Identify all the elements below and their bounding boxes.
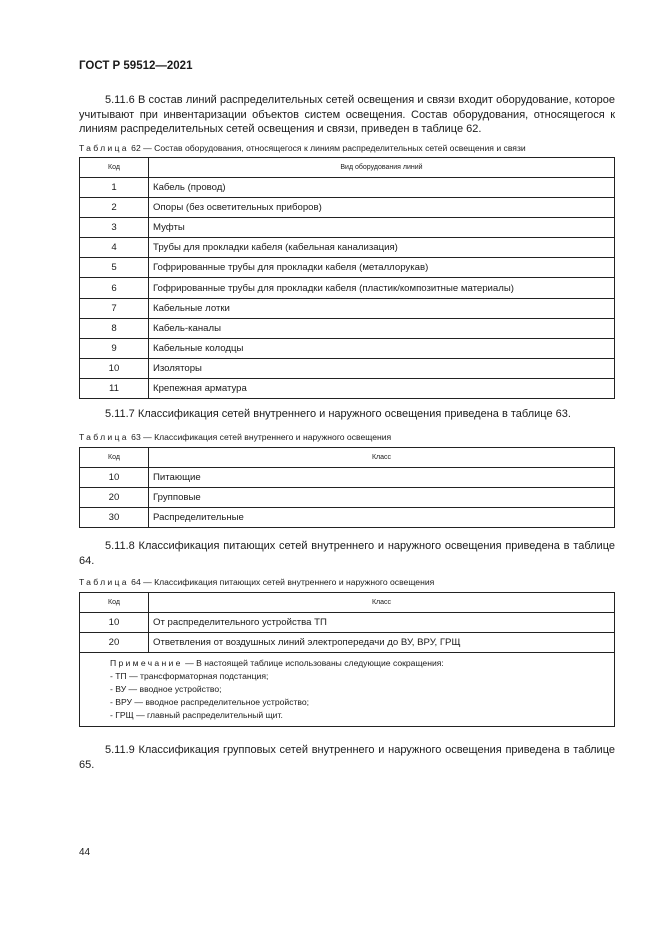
note-heading (110, 657, 604, 670)
row-code-cell: 10 (80, 358, 149, 378)
column-header-name: Вид оборудования линий (149, 158, 615, 178)
table-note-row (80, 653, 615, 727)
row-code-cell: 2 (80, 198, 149, 218)
table-64-caption (79, 577, 619, 588)
row-code-cell: 7 (80, 298, 149, 318)
table-64-caption-label: Таблица (79, 577, 129, 587)
row-code-cell: 5 (80, 258, 149, 278)
table-row (80, 338, 615, 358)
table-row (80, 298, 615, 318)
note-item: - ВУ — вводное устройство; (110, 684, 222, 695)
table-64-caption-text: 64 — Классификация питающих сетей внутреннего и наружного освещения (128, 577, 435, 587)
row-name-cell: Питающие (149, 468, 615, 488)
table-row (80, 488, 615, 508)
row-name-cell: Крепежная арматура (149, 378, 615, 398)
page-number: 44 (79, 847, 91, 858)
table-row (80, 318, 615, 338)
note-item: - ВРУ — вводное распределительное устройство; (110, 697, 310, 708)
table-row (80, 198, 615, 218)
row-code-cell: 11 (80, 378, 149, 398)
row-code-cell: 8 (80, 318, 149, 338)
paragraph-5-11-7: 5.11.7 Классификация сетей внутреннего и наружного освещения приведена в таблице 63. (105, 408, 571, 420)
table-63-caption-label: Таблица (79, 432, 129, 442)
table-row (80, 358, 615, 378)
note-item: - ГРЩ — главный распределительный щит. (110, 710, 283, 721)
table-header-row (80, 158, 615, 178)
table-64 (79, 592, 615, 727)
table-row (80, 218, 615, 238)
row-code-cell: 20 (80, 488, 149, 508)
document-header: ГОСТ Р 59512—2021 (79, 60, 193, 72)
row-name-cell: Кабель (провод) (149, 178, 615, 198)
table-64-note (80, 653, 615, 727)
table-63 (79, 447, 615, 528)
row-name-cell: Распределительные (149, 508, 615, 528)
table-62-caption-text: 62 — Состав оборудования, относящегося к линиям распределительных сетей освещения и связи (128, 143, 526, 153)
column-header-name: Класс (149, 593, 615, 613)
row-code-cell: 3 (80, 218, 149, 238)
row-code-cell: 1 (80, 178, 149, 198)
row-name-cell: Кабель-каналы (149, 318, 615, 338)
table-row (80, 278, 615, 298)
table-row (80, 238, 615, 258)
row-name-cell: Гофрированные трубы для прокладки кабеля (металлорукав) (149, 258, 615, 278)
row-name-cell: От распределительного устройства ТП (149, 613, 615, 633)
paragraph-5-11-8: 5.11.8 Классификация питающих сетей внутреннего и наружного освещения приведена в таблице 64. (79, 540, 615, 567)
table-row (80, 613, 615, 633)
row-name-cell: Кабельные лотки (149, 298, 615, 318)
paragraph-5-11-6: 5.11.6 В состав линий распределительных сетей освещения и связи входит оборудование, которое учитывают при инвентаризации объектов систем освещения. Состав оборудования, относящегося к линиям распределительных сетей освещения и связи, приведен в таблице 62. (79, 94, 615, 135)
note-label: Примечание (110, 658, 183, 669)
row-name-cell: Муфты (149, 218, 615, 238)
column-header-code: Код (80, 158, 149, 178)
column-header-name: Класс (149, 448, 615, 468)
row-name-cell: Кабельные колодцы (149, 338, 615, 358)
row-code-cell: 10 (80, 613, 149, 633)
row-code-cell: 10 (80, 468, 149, 488)
row-name-cell: Гофрированные трубы для прокладки кабеля (пластик/композитные материалы) (149, 278, 615, 298)
table-header-row (80, 593, 615, 613)
row-name-cell: Трубы для прокладки кабеля (кабельная канализация) (149, 238, 615, 258)
table-header-row (80, 448, 615, 468)
table-row (80, 178, 615, 198)
table-row (80, 258, 615, 278)
note-item: - ТП — трансформаторная подстанция; (110, 671, 269, 682)
row-code-cell: 6 (80, 278, 149, 298)
row-name-cell: Изоляторы (149, 358, 615, 378)
note-intro: — В настоящей таблице использованы следующие сокращения: (182, 658, 444, 669)
row-code-cell: 9 (80, 338, 149, 358)
row-code-cell: 4 (80, 238, 149, 258)
column-header-code: Код (80, 448, 149, 468)
table-row (80, 633, 615, 653)
row-name-cell: Опоры (без осветительных приборов) (149, 198, 615, 218)
table-62-caption-label: Таблица (79, 143, 129, 153)
table-62-caption (79, 143, 619, 154)
row-code-cell: 20 (80, 633, 149, 653)
table-62 (79, 157, 615, 399)
row-name-cell: Групповые (149, 488, 615, 508)
row-name-cell: Ответвления от воздушных линий электропередачи до ВУ, ВРУ, ГРЩ (149, 633, 615, 653)
table-row (80, 378, 615, 398)
table-row (80, 508, 615, 528)
table-63-caption (79, 432, 619, 443)
table-63-caption-text: 63 — Классификация сетей внутреннего и наружного освещения (128, 432, 392, 442)
column-header-code: Код (80, 593, 149, 613)
table-row (80, 468, 615, 488)
row-code-cell: 30 (80, 508, 149, 528)
paragraph-5-11-9: 5.11.9 Классификация групповых сетей внутреннего и наружного освещения приведена в таблице 65. (79, 744, 615, 771)
